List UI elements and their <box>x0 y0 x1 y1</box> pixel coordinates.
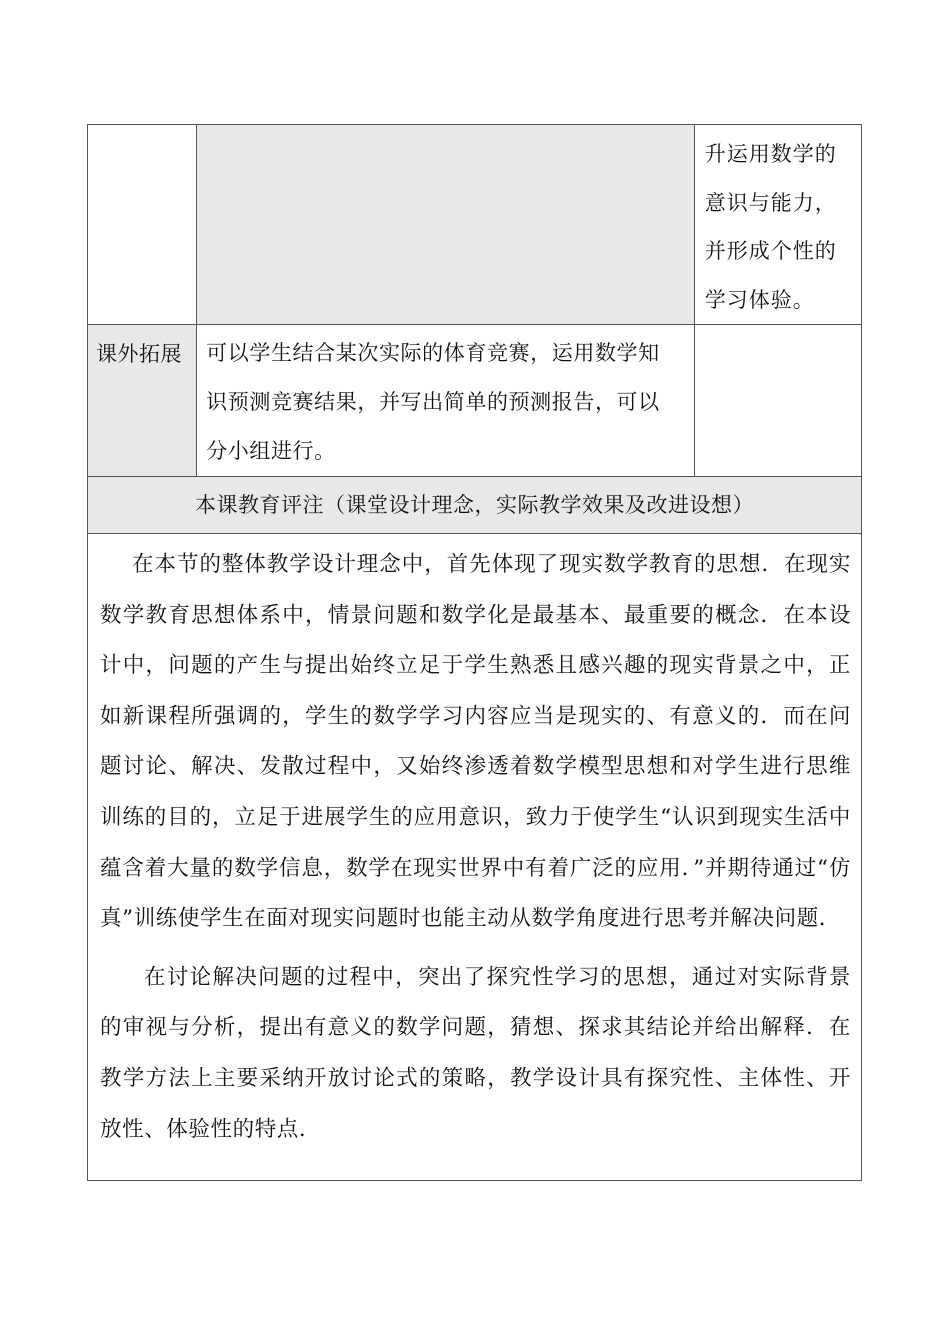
label-cell <box>88 325 197 477</box>
note-text <box>695 125 861 324</box>
label-cell <box>88 125 197 325</box>
evaluation-paragraph: 在讨论解决问题的过程中，突出了探究性学习的思想，通过对实际背景的审视与分析，提出有意义的数学问题，猜想、探求其结论并给出解释．在教学方法上主要采纳开放讨论式的策略，教学设计具有探究性、主体性、开放性、体验性的特点． <box>100 964 851 1142</box>
content-line: 可以学生结合某次实际的体育竞赛，运用数学知 <box>206 341 660 365</box>
content-cell <box>197 125 695 325</box>
evaluation-paragraph: 在本节的整体教学设计理念中，首先体现了现实数学教育的思想．在现实数学教育思想体系中，情景问题和数学化是最基本、最重要的概念．在本设计中，问题的产生与提出始终立足于学生熟悉且感兴趣的现实背景之中，正如新课程所强调的，学生的数学学习内容应当是现实的、有意义的．而在问题讨论、解决、发散过程中，又始终渗透着数学模型思想和对学生进行思维训练的目的，立足于进展学生的应用意识，致力于使学生“认识到现实生活中蕴含着大量的数学信息，数学在现实世界中有着广泛的应用．”并期待通过“仿真”训练使学生在面对现实问题时也能主动从数学角度进行思考并解决问题． <box>100 552 851 932</box>
evaluation-heading-cell <box>88 477 862 534</box>
note-line: 学习体验。 <box>704 287 815 312</box>
content-cell <box>197 325 695 477</box>
note-line: 并形成个性的 <box>704 239 837 263</box>
row-label: 课外拓展 <box>96 342 182 366</box>
content-line: 分小组进行。 <box>206 439 336 463</box>
evaluation-body-cell <box>88 534 862 1181</box>
lesson-plan-table <box>87 124 862 1181</box>
table-row-extension <box>88 325 862 477</box>
extension-text <box>197 325 694 476</box>
note-line: 意识与能力， <box>704 190 837 215</box>
note-line: 升运用数学的 <box>704 142 837 166</box>
table-row-evaluation-body <box>88 534 862 1181</box>
note-cell <box>694 125 861 325</box>
table-row-evaluation-heading <box>88 477 862 534</box>
table-row-continuation <box>88 125 862 325</box>
evaluation-body <box>88 534 861 1155</box>
evaluation-heading: 本课教育评注（课堂设计理念，实际教学效果及改进设想） <box>195 493 754 517</box>
content-line: 识预测竞赛结果，并写出简单的预测报告，可以 <box>206 390 660 414</box>
note-cell <box>694 325 861 477</box>
